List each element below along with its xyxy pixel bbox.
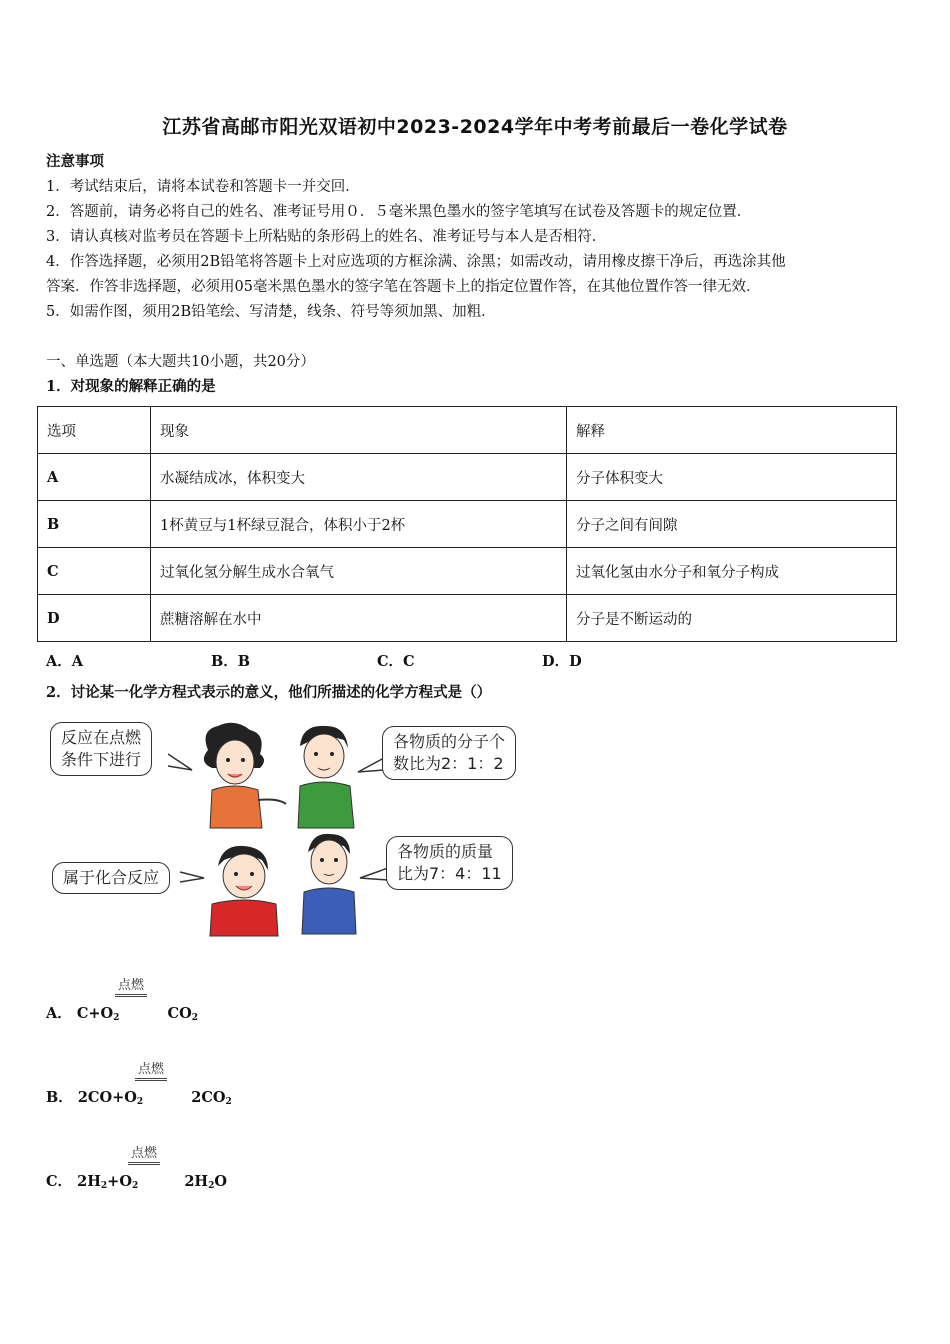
table-row: [38, 548, 897, 595]
table-cell: 分子体积变大: [567, 454, 897, 501]
notice-line: 4．作答选择题，必须用2B铅笔将答题卡上对应选项的方框涂满、涂黑；如需改动，请用橡皮擦干净后，再选涂其他: [46, 254, 786, 270]
equation-reactants: [77, 1173, 138, 1190]
notice-line: 1．考试结束后，请将本试卷和答题卡一并交回．: [46, 179, 360, 195]
table-row: [38, 454, 897, 501]
answer-option-b[interactable]: [46, 1086, 232, 1107]
equation-products: [184, 1173, 227, 1190]
formula: C+O: [76, 1005, 114, 1022]
reaction-condition: 点燃: [128, 1146, 160, 1165]
notice-line: 答案．作答非选择题，必须用05毫米黑色墨水的签字笔在答题卡上的指定位置作答，在其他位置作答一律无效．: [46, 279, 761, 295]
question-1-stem: 1．对现象的解释正确的是: [46, 378, 216, 395]
formula: 2CO: [191, 1089, 226, 1106]
answer-option-a[interactable]: A．A: [46, 653, 84, 670]
girl-figure: [190, 720, 290, 830]
discussion-illustration: [40, 712, 530, 942]
option-label: A．: [46, 1005, 72, 1022]
table-cell: C: [38, 548, 151, 595]
boy-figure: [288, 720, 368, 832]
notice-line: 5．如需作图，须用2B铅笔绘、写清楚，线条、符号等须加黑、加粗．: [46, 304, 496, 320]
reaction-condition: 点燃: [115, 978, 147, 997]
bubble-text: 比为7：4：11: [397, 864, 502, 883]
table-cell: D: [38, 595, 151, 642]
bubble-text: 条件下进行: [61, 750, 142, 769]
table-cell: 1杯黄豆与1杯绿豆混合，体积小于2杯: [151, 501, 567, 548]
table-cell: A: [38, 454, 151, 501]
table-cell: 分子是不断运动的: [567, 595, 897, 642]
bubble-text: 各物质的分子个: [393, 732, 506, 751]
section-heading: 一、单选题（本大题共10小题，共20分）: [46, 354, 315, 370]
answer-option-a[interactable]: [46, 1002, 198, 1023]
subscript: 2: [113, 1013, 120, 1023]
subscript: 2: [100, 1181, 108, 1191]
bubble-text: 属于化合反应: [63, 868, 160, 887]
subscript: 2: [191, 1013, 198, 1023]
notice-line: 2．答题前，请务必将自己的姓名、准考证号用０．５毫米黑色墨水的签字笔填写在试卷及答题卡的规定位置．: [46, 204, 752, 220]
subscript: 2: [131, 1181, 139, 1191]
table-cell: 分子之间有间隙: [567, 501, 897, 548]
bubble-text: 数比为2：1：2: [393, 754, 504, 773]
formula: 2H: [184, 1173, 209, 1190]
equation-products: [191, 1089, 232, 1106]
table-cell: 过氧化氢由水分子和氧分子构成: [567, 548, 897, 595]
notice-line: 3．请认真核对监考员在答题卡上所粘贴的条形码上的姓名、准考证号与本人是否相符．: [46, 229, 607, 245]
formula: 2CO+O: [77, 1089, 137, 1106]
option-label: B．: [46, 1089, 73, 1106]
bubble-tail: [356, 756, 384, 776]
bubble-text: 各物质的质量: [397, 842, 494, 861]
reaction-condition: 点燃: [135, 1062, 167, 1081]
equation-products: [168, 1005, 198, 1022]
page-title: 江苏省高邮市阳光双语初中2023-2024学年中考考前最后一卷化学试卷: [162, 116, 788, 138]
table-header: 解释: [567, 407, 897, 454]
speech-bubble: [382, 726, 516, 780]
speech-bubble: [386, 836, 513, 890]
boy-figure: [298, 830, 362, 936]
table-cell: 蔗糖溶解在水中: [151, 595, 567, 642]
table-row: [38, 501, 897, 548]
subscript: 2: [136, 1097, 144, 1107]
bubble-tail: [358, 866, 388, 886]
question-1-table: [37, 406, 897, 642]
speech-bubble: [50, 722, 152, 776]
table-header: 选项: [38, 407, 151, 454]
equation-reactants: [78, 1089, 143, 1106]
table-header: 现象: [151, 407, 567, 454]
option-label: C．: [46, 1173, 73, 1190]
formula: O: [214, 1173, 228, 1190]
subscript: 2: [225, 1097, 232, 1107]
answer-option-c[interactable]: C．C: [377, 653, 415, 670]
table-header-row: [38, 407, 897, 454]
question-2-stem: 2．讨论某一化学方程式表示的意义，他们所描述的化学方程式是（）: [46, 684, 492, 701]
table-cell: 水凝结成冰，体积变大: [151, 454, 567, 501]
formula: CO: [167, 1005, 192, 1022]
notice-heading: 注意事项: [46, 153, 104, 170]
table-row: [38, 595, 897, 642]
table-cell: B: [38, 501, 151, 548]
speech-bubble: [52, 862, 170, 894]
answer-option-c[interactable]: [46, 1170, 227, 1191]
table-cell: 过氧化氢分解生成水合氧气: [151, 548, 567, 595]
boy-figure: [202, 842, 286, 938]
formula: +O: [107, 1173, 132, 1190]
formula: 2H: [77, 1173, 101, 1190]
subscript: 2: [208, 1181, 215, 1191]
equation-reactants: [77, 1005, 120, 1022]
answer-option-b[interactable]: B．B: [211, 653, 251, 670]
answer-option-d[interactable]: D．D: [542, 653, 582, 670]
bubble-text: 反应在点燃: [61, 728, 142, 747]
